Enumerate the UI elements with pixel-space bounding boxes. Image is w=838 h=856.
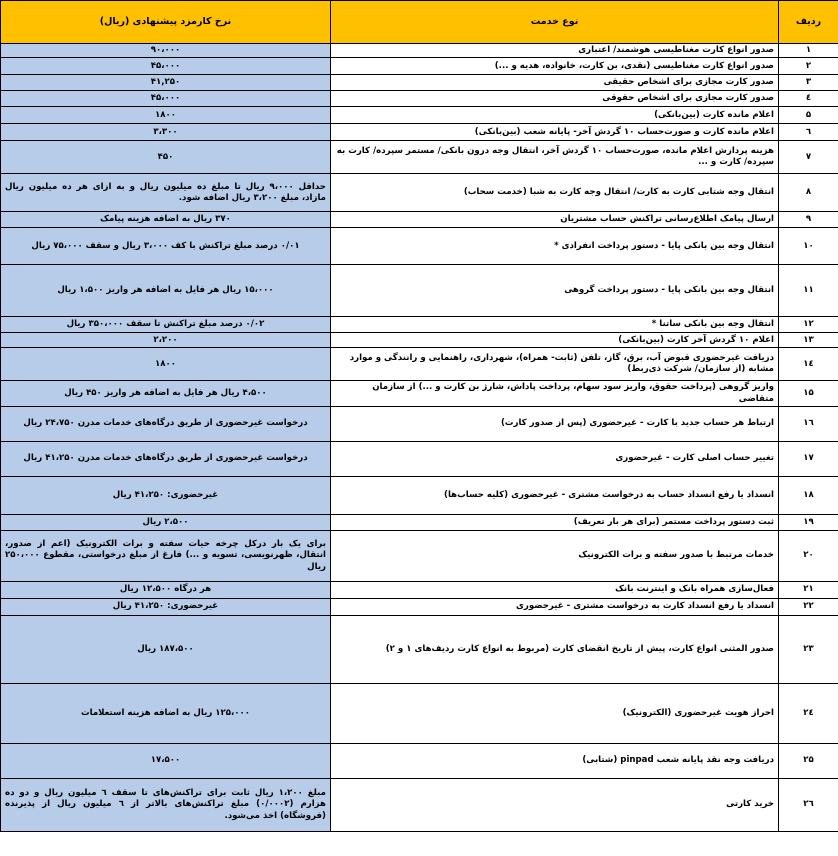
row-number: ۲٦ — [779, 779, 838, 832]
fee-cell: ۴۵،۰۰۰ — [1, 58, 331, 75]
row-number: ۱۲ — [779, 317, 838, 333]
service-cell: صدور کارت مجازی برای اشخاص حقیقی — [331, 75, 779, 91]
table-row — [1, 744, 838, 779]
header-fee: نرخ کارمزد پیشنهادی (ریال) — [1, 1, 331, 44]
row-number: ٤ — [779, 91, 838, 107]
service-cell: صدور المثنی انواع کارت، پیش از تاریخ انقضای کارت (مربوط به انواع کارت ردیف‌های ۱ و ۲) — [331, 616, 779, 684]
row-number: ۲ — [779, 58, 838, 75]
table-row — [1, 228, 838, 265]
row-number: ۱۳ — [779, 333, 838, 348]
table-row — [1, 616, 838, 684]
row-number: ۲۲ — [779, 599, 838, 616]
service-cell: تغییر حساب اصلی کارت - غیرحضوری — [331, 442, 779, 477]
table-row — [1, 58, 838, 75]
row-number: ۲۵ — [779, 744, 838, 779]
fee-cell: ۱۸۷،۵۰۰ ریال — [1, 616, 331, 684]
service-cell: واریز گروهی (پرداخت حقوق، واریز سود سهام، پرداخت پاداش، شارژ بن کارت و ...) از سازمان متقاضی — [331, 381, 779, 407]
fee-cell: ۴۵،۰۰۰ — [1, 91, 331, 107]
service-cell: اعلام مانده کارت (بین‌بانکی) — [331, 107, 779, 124]
table-row — [1, 442, 838, 477]
fee-cell: ۲،۵۰۰ ریال — [1, 515, 331, 531]
fee-cell: ۳،۳۰۰ — [1, 124, 331, 141]
row-number: ۲۳ — [779, 616, 838, 684]
table-row — [1, 531, 838, 582]
table-row — [1, 107, 838, 124]
fee-cell: هر درگاه ۱۲،۵۰۰ ریال — [1, 582, 331, 599]
fee-cell: ۴۵۰ — [1, 141, 331, 174]
service-cell: فعال‌سازی همراه بانک و اینترنت بانک — [331, 582, 779, 599]
fee-cell: ۱۸۰۰ — [1, 348, 331, 381]
fee-cell: مبلغ ۱،۲۰۰ ریال ثابت برای تراکنش‌های تا سقف ٦ میلیون ریال و دو ده هزارم (۰/۰۰۰۲) مبلغ تراکنش‌های بالاتر از ٦ میلیون ریال از پذیرنده (فروشگاه) اخذ می‌شود. — [1, 779, 331, 832]
service-cell: خرید کارتی — [331, 779, 779, 832]
row-number: ۸ — [779, 174, 838, 212]
table-row — [1, 599, 838, 616]
row-number: ۱۵ — [779, 381, 838, 407]
fee-cell: درخواست غیرحضوری از طریق درگاه‌های خدمات مدرن ۴۱،۲۵۰ ریال — [1, 442, 331, 477]
service-cell: ارسال پیامک اطلاع‌رسانی تراکنش حساب مشتریان — [331, 212, 779, 228]
service-cell: صدور انواع کارت مغناطیسی (نقدی، بن کارت، خانواده، هدیه و ...) — [331, 58, 779, 75]
table-row — [1, 582, 838, 599]
service-cell: احراز هویت غیرحضوری (الکترونیک) — [331, 684, 779, 744]
service-cell: انتقال وجه بین بانکی پایا - دستور پرداخت انفرادی * — [331, 228, 779, 265]
row-number: ٢٤ — [779, 684, 838, 744]
row-number: ۱۷ — [779, 442, 838, 477]
service-cell: هزینه پردازش اعلام مانده، صورت‌حساب ۱۰ گردش آخر، انتقال وجه درون بانکی/ مستمر سپرده/ کارت به سپرده/ کارت و ... — [331, 141, 779, 174]
fee-cell: ۴۱,۲۵۰ — [1, 75, 331, 91]
table-row — [1, 124, 838, 141]
fee-cell: ۰/۰۲ درصد مبلغ تراکنش تا سقف ۳۵۰،۰۰۰ ریال — [1, 317, 331, 333]
header-row-no: ردیف — [779, 1, 838, 44]
service-cell: انسداد یا رفع انسداد حساب به درخواست مشتری - غیرحضوری (کلیه حساب‌ها) — [331, 477, 779, 515]
service-cell: دریافت وجه نقد پایانه شعب pinpad (شتابی) — [331, 744, 779, 779]
fee-cell: غیرحضوری: ۴۱،۲۵۰ ریال — [1, 477, 331, 515]
row-number: ۱۸ — [779, 477, 838, 515]
row-number: ١٦ — [779, 407, 838, 442]
table-row — [1, 141, 838, 174]
table-row — [1, 317, 838, 333]
table-row — [1, 348, 838, 381]
row-number: ٦ — [779, 124, 838, 141]
fee-cell: ۲،۲۰۰ — [1, 333, 331, 348]
row-number: ۵ — [779, 107, 838, 124]
fee-cell: غیرحضوری: ۴۱،۲۵۰ ریال — [1, 599, 331, 616]
service-cell: صدور انواع کارت مغناطیسی هوشمند/ اعتباری — [331, 44, 779, 58]
table-row — [1, 212, 838, 228]
header-row — [1, 1, 838, 44]
table-row — [1, 684, 838, 744]
fee-cell: ۱۸۰۰ — [1, 107, 331, 124]
table-row — [1, 515, 838, 531]
row-number: ۲۱ — [779, 582, 838, 599]
row-number: ۳ — [779, 75, 838, 91]
service-cell: انتقال وجه بین بانکی پایا - دستور پرداخت گروهی — [331, 265, 779, 317]
table-row — [1, 174, 838, 212]
row-number: ۲۰ — [779, 531, 838, 582]
table-row — [1, 381, 838, 407]
fee-cell: ۳۷۰ ریال به اضافه هزینه پیامک — [1, 212, 331, 228]
row-number: ۱۱ — [779, 265, 838, 317]
service-cell: انتقال وجه شتابی کارت به کارت/ انتقال وجه کارت به شبا (خدمت سحاب) — [331, 174, 779, 212]
service-cell: انسداد یا رفع انسداد کارت به درخواست مشتری - غیرحضوری — [331, 599, 779, 616]
header-service: نوع خدمت — [331, 1, 779, 44]
service-cell: انتقال وجه بین بانکی ساتنا * — [331, 317, 779, 333]
table-row — [1, 91, 838, 107]
service-cell: دریافت غیرحضوری قبوض آب، برق، گاز، تلفن (ثابت- همراه)، شهرداری، راهنمایی و رانندگی و موارد مشابه (از سازمان/ شرکت ذی‌ربط) — [331, 348, 779, 381]
service-cell: ثبت دستور پرداخت مستمر (برای هر بار تعریف) — [331, 515, 779, 531]
service-cell: صدور کارت مجازی برای اشخاص حقوقی — [331, 91, 779, 107]
service-cell: اعلام مانده کارت و صورت‌حساب ۱۰ گردش آخر- پایانه شعب (بین‌بانکی) — [331, 124, 779, 141]
table-row — [1, 75, 838, 91]
row-number: ۷ — [779, 141, 838, 174]
row-number: ۱ — [779, 44, 838, 58]
fee-cell: ۴،۵۰۰ ریال هر فایل به اضافه هر واریز ۴۵۰ ریال — [1, 381, 331, 407]
table-row — [1, 333, 838, 348]
fee-cell: ۹۰،۰۰۰ — [1, 44, 331, 58]
fee-cell: ۰/۰۱ درصد مبلغ تراکنش با کف ۳،۰۰۰ ریال و سقف ۷۵،۰۰۰ ریال — [1, 228, 331, 265]
table-row — [1, 44, 838, 58]
service-cell: ارتباط هر حساب جدید با کارت - غیرحضوری (پس از صدور کارت) — [331, 407, 779, 442]
fee-cell: درخواست غیرحضوری از طریق درگاه‌های خدمات مدرن ۲۴،۷۵۰ ریال — [1, 407, 331, 442]
table-row — [1, 407, 838, 442]
fee-cell: برای یک بار درکل چرخه حیات سفته و برات الکترونیک (اعم از صدور، انتقال، ظهرنویسی، تسویه و ...) فارغ از مبلغ درخواستی، مقطوع ۲۵۰،۰۰۰ ریال — [1, 531, 331, 582]
table-row — [1, 265, 838, 317]
fee-cell: ۱۷،۵۰۰ — [1, 744, 331, 779]
fee-cell: ۱۵،۰۰۰ ریال هر فایل به اضافه هر واریز ۱،۵۰۰ ریال — [1, 265, 331, 317]
row-number: ۱۹ — [779, 515, 838, 531]
row-number: ۱۰ — [779, 228, 838, 265]
table-row — [1, 779, 838, 832]
row-number: ١٤ — [779, 348, 838, 381]
fee-cell: حداقل ۹،۰۰۰ ریال تا مبلغ ده میلیون ریال و به ازای هر ده میلیون ریال مازاد، مبلغ ۳،۲۰۰ ریال اضافه شود. — [1, 174, 331, 212]
table-row — [1, 477, 838, 515]
service-cell: خدمات مرتبط با صدور سفته و برات الکترونیک — [331, 531, 779, 582]
fee-cell: ۱۲۵،۰۰۰ ریال به اضافه هزینه استعلامات — [1, 684, 331, 744]
service-cell: اعلام ۱۰ گردش آخر کارت (بین‌بانکی) — [331, 333, 779, 348]
row-number: ۹ — [779, 212, 838, 228]
